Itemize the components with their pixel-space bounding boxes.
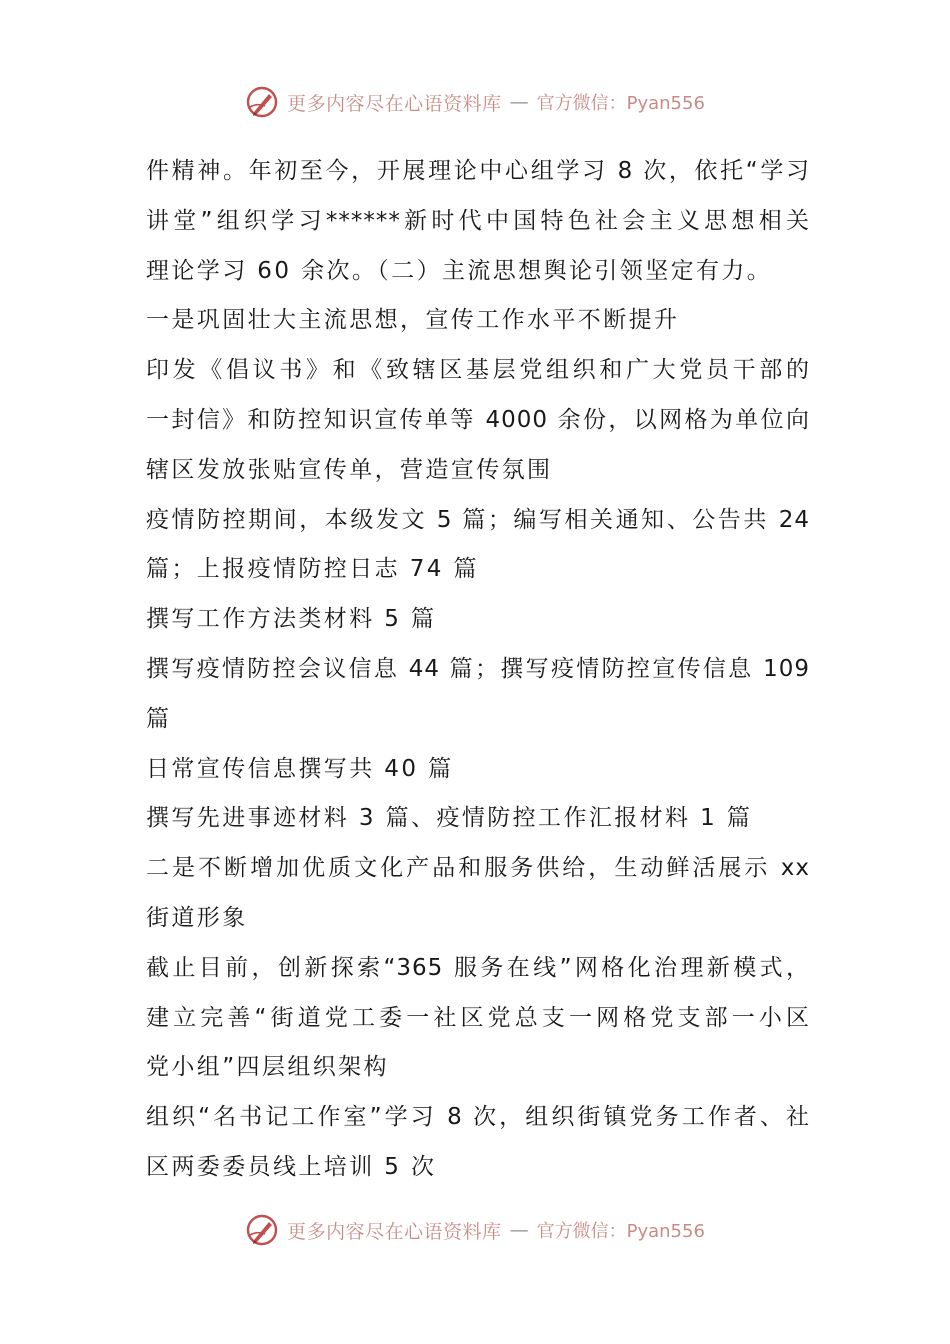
watermark-contact-text: 官方微信：Pyan556: [536, 1221, 705, 1242]
watermark-contact-text: 官方微信：Pyan556: [536, 93, 705, 114]
body-text-line: 日常宣传信息撰写共 40 篇: [146, 755, 454, 782]
body-text-line: 篇: [146, 705, 172, 732]
body-text-line: 截止目前，创新探索“365 服务在线”网格化治理新模式，: [146, 954, 810, 981]
body-text-line: 区两委委员线上培训 5 次: [146, 1153, 437, 1180]
body-text-line: 一封信》和防控知识宣传单等 4000 余份，以网格为单位向: [146, 406, 810, 433]
body-text-line: 建立完善“街道党工委一社区党总支一网格党支部一小区: [146, 1004, 810, 1031]
body-text-line: 街道形象: [146, 904, 248, 931]
pen-logo-icon: [245, 1213, 279, 1247]
body-text-line: 撰写工作方法类材料 5 篇: [146, 606, 437, 633]
watermark-separator: —: [509, 91, 529, 113]
body-text-line: 组织“名书记工作室”学习 8 次，组织街镇党务工作者、社: [146, 1104, 810, 1131]
body-text-line: 撰写疫情防控会议信息 44 篇；撰写疫情防控宣传信息 109: [146, 655, 810, 682]
body-text-line: 撰写先进事迹材料 3 篇、疫情防控工作汇报材料 1 篇: [146, 805, 753, 832]
body-text-line: 篇；上报疫情防控日志 74 篇: [146, 556, 479, 583]
watermark-separator: —: [509, 1219, 529, 1241]
header-watermark: [0, 82, 950, 122]
body-text-line: 讲堂”组织学习******新时代中国特色社会主义思想相关: [146, 207, 810, 234]
document-body: [146, 147, 810, 1193]
watermark-brand-text: 更多内容尽在心语资料库: [287, 1220, 502, 1243]
watermark-brand-text: 更多内容尽在心语资料库: [287, 92, 502, 115]
body-text-line: 疫情防控期间，本级发文 5 篇；编写相关通知、公告共 24: [146, 506, 810, 533]
body-text-line: 二是不断增加优质文化产品和服务供给，生动鲜活展示 xx: [146, 855, 810, 882]
body-text-line: 党小组”四层组织架构: [146, 1054, 389, 1081]
pen-logo-icon: [245, 85, 279, 119]
body-text-line: 辖区发放张贴宣传单，营造宣传氛围: [146, 456, 553, 483]
body-text-line: 一是巩固壮大主流思想，宣传工作水平不断提升: [146, 307, 680, 334]
footer-watermark: [0, 1210, 950, 1250]
body-text-line: 理论学习 60 余次。（二）主流思想舆论引领坚定有力。: [146, 257, 773, 284]
body-text-line: 印发《倡议书》和《致辖区基层党组织和广大党员干部的: [146, 357, 810, 384]
body-text-line: 件精神。年初至今，开展理论中心组学习 8 次，依托“学习: [146, 158, 810, 184]
